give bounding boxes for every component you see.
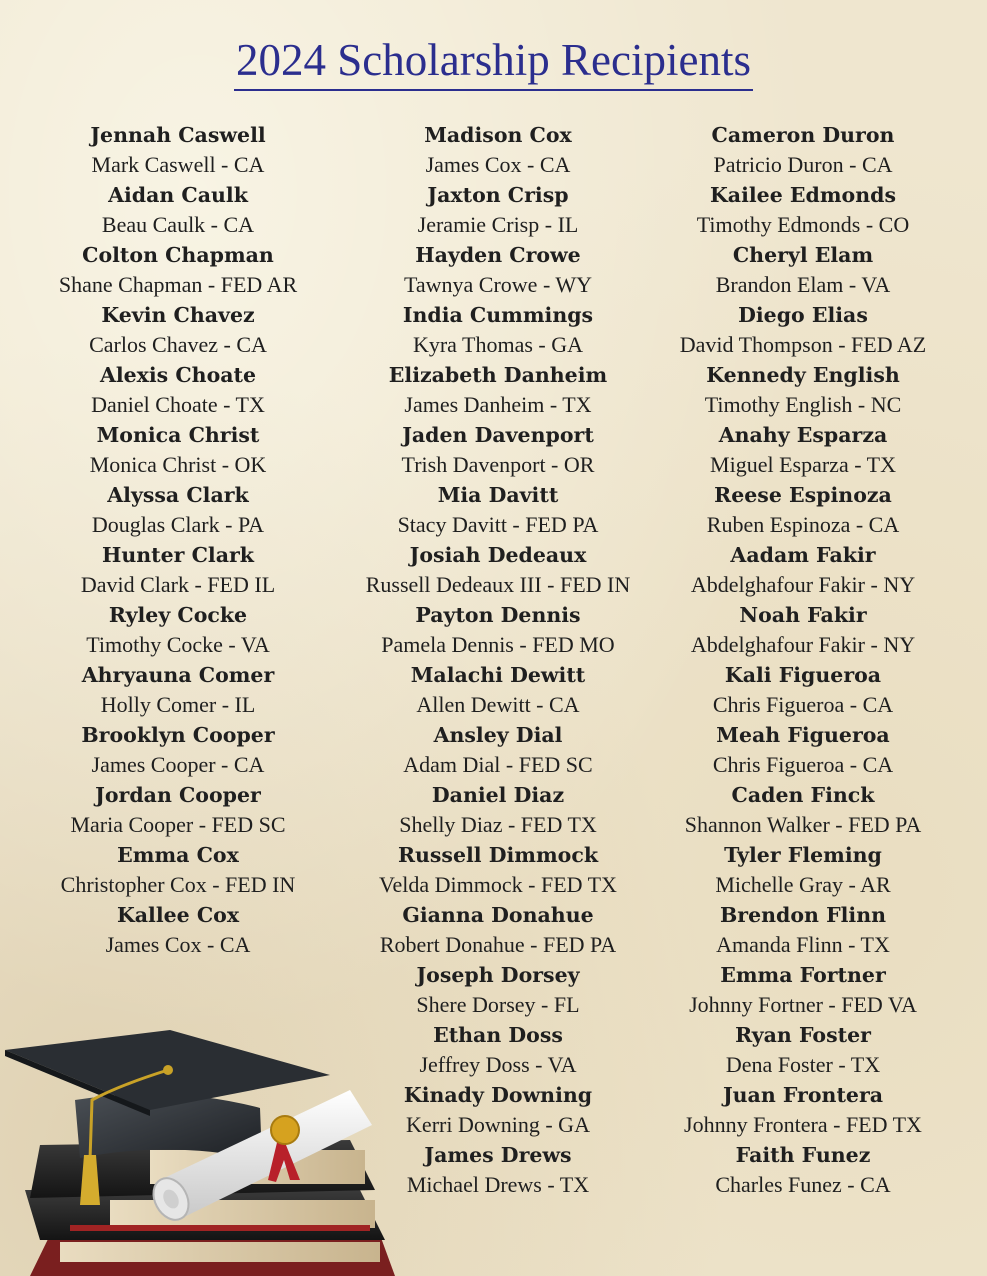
recipient-entry	[648, 840, 958, 900]
recipient-parent: Stacy Davitt - FED PA	[397, 512, 599, 537]
recipient-parent: Charles Funez - CA	[715, 1172, 891, 1197]
recipient-parent: Tawnya Crowe - WY	[403, 272, 593, 297]
recipient-entry	[18, 480, 338, 540]
recipients-column-1	[18, 120, 338, 960]
recipient-entry	[648, 780, 958, 840]
recipient-name: Colton Chapman	[82, 243, 274, 267]
recipient-entry	[338, 480, 658, 540]
page-title-text: 2024 Scholarship Recipients	[234, 35, 753, 91]
recipient-parent: Patricio Duron - CA	[713, 152, 893, 177]
recipient-name: Jaxton Crisp	[427, 183, 569, 207]
recipient-parent: Russell Dedeaux III - FED IN	[365, 572, 631, 597]
recipient-parent: Chris Figueroa - CA	[712, 752, 894, 777]
recipients-column-3	[648, 120, 958, 1200]
recipient-parent: Michelle Gray - AR	[715, 872, 891, 897]
recipient-entry	[18, 120, 338, 180]
recipient-parent: Carlos Chavez - CA	[89, 332, 267, 357]
recipient-entry	[18, 780, 338, 840]
recipient-entry	[338, 180, 658, 240]
recipient-entry	[338, 960, 658, 1020]
recipient-name: Kailee Edmonds	[709, 183, 896, 207]
recipient-name: Ethan Doss	[433, 1023, 563, 1047]
recipient-entry	[338, 240, 658, 300]
recipient-name: Jaden Davenport	[402, 423, 594, 447]
recipient-entry	[338, 900, 658, 960]
recipient-name: Daniel Diaz	[431, 783, 565, 807]
recipient-parent: Pamela Dennis - FED MO	[381, 632, 615, 657]
recipient-name: Ahryauna Comer	[81, 663, 275, 687]
recipient-parent: James Cox - CA	[425, 152, 571, 177]
recipient-name: Ryley Cocke	[108, 603, 248, 627]
recipient-entry	[648, 360, 958, 420]
recipient-name: Aidan Caulk	[108, 183, 248, 207]
recipient-parent: Brandon Elam - VA	[715, 272, 891, 297]
recipient-parent: Shere Dorsey - FL	[416, 992, 580, 1017]
recipient-name: Mia Davitt	[437, 483, 559, 507]
recipient-name: Ansley Dial	[433, 723, 563, 747]
recipient-name: Emma Fortner	[720, 963, 886, 987]
recipient-entry	[338, 360, 658, 420]
recipient-name: Cameron Duron	[711, 123, 895, 147]
recipient-name: Tyler Fleming	[724, 843, 882, 867]
recipient-name: Madison Cox	[424, 123, 572, 147]
recipient-entry	[648, 180, 958, 240]
recipient-parent: Velda Dimmock - FED TX	[379, 872, 617, 897]
recipient-name: Payton Dennis	[415, 603, 581, 627]
recipient-name: Cheryl Elam	[732, 243, 874, 267]
recipient-entry	[338, 660, 658, 720]
recipient-parent: Adam Dial - FED SC	[403, 752, 593, 777]
recipient-entry	[648, 240, 958, 300]
recipient-parent: Dena Foster - TX	[725, 1052, 881, 1077]
recipient-entry	[648, 900, 958, 960]
recipient-entry	[648, 660, 958, 720]
recipient-name: Joseph Dorsey	[416, 963, 580, 987]
recipient-entry	[18, 720, 338, 780]
recipient-parent: Douglas Clark - PA	[91, 512, 265, 537]
recipient-name: Alexis Choate	[99, 363, 257, 387]
recipient-parent: Timothy Cocke - VA	[86, 632, 270, 657]
recipient-entry	[18, 900, 338, 960]
recipient-parent: Trish Davenport - OR	[401, 452, 595, 477]
recipient-entry	[648, 420, 958, 480]
recipient-name: Reese Espinoza	[714, 483, 892, 507]
recipient-name: Faith Funez	[735, 1143, 871, 1167]
recipient-name: Kinady Downing	[403, 1083, 593, 1107]
recipient-entry	[338, 720, 658, 780]
recipient-parent: Ruben Espinoza - CA	[706, 512, 900, 537]
recipient-name: Kennedy English	[706, 363, 900, 387]
recipient-name: Monica Christ	[96, 423, 260, 447]
recipient-name: Josiah Dedeaux	[409, 543, 587, 567]
recipient-entry	[648, 120, 958, 180]
recipient-entry	[18, 600, 338, 660]
recipient-name: Kali Figueroa	[724, 663, 882, 687]
recipient-parent: Timothy Edmonds - CO	[696, 212, 910, 237]
recipient-name: Hunter Clark	[101, 543, 255, 567]
recipient-entry	[648, 300, 958, 360]
recipient-parent: Monica Christ - OK	[89, 452, 267, 477]
recipient-name: Juan Frontera	[722, 1083, 884, 1107]
recipient-name: Elizabeth Danheim	[388, 363, 608, 387]
recipient-entry	[648, 1080, 958, 1140]
recipient-parent: Kyra Thomas - GA	[412, 332, 584, 357]
recipient-parent: Timothy English - NC	[704, 392, 902, 417]
recipient-parent: Abdelghafour Fakir - NY	[690, 572, 916, 597]
recipient-name: Emma Cox	[117, 843, 239, 867]
recipient-parent: Shelly Diaz - FED TX	[399, 812, 597, 837]
recipient-parent: Maria Cooper - FED SC	[70, 812, 286, 837]
recipient-name: Gianna Donahue	[402, 903, 594, 927]
recipient-name: Aadam Fakir	[730, 543, 876, 567]
recipient-parent: Abdelghafour Fakir - NY	[690, 632, 916, 657]
recipient-parent: Jeffrey Doss - VA	[419, 1052, 577, 1077]
recipient-parent: Shannon Walker - FED PA	[684, 812, 922, 837]
recipient-name: Jordan Cooper	[95, 783, 261, 807]
recipient-entry	[648, 960, 958, 1020]
recipient-parent: Mark Caswell - CA	[91, 152, 265, 177]
recipient-name: Ryan Foster	[735, 1023, 871, 1047]
recipient-parent: Johnny Frontera - FED TX	[684, 1112, 922, 1137]
recipient-name: India Cummings	[402, 303, 594, 327]
recipient-parent: Amanda Flinn - TX	[716, 932, 890, 957]
recipient-entry	[18, 180, 338, 240]
recipient-entry	[648, 1140, 958, 1200]
recipient-entry	[338, 120, 658, 180]
recipient-entry	[18, 300, 338, 360]
recipient-entry	[648, 1020, 958, 1080]
recipient-parent: James Cox - CA	[105, 932, 251, 957]
recipient-parent: Holly Comer - IL	[100, 692, 256, 717]
recipient-parent: James Cooper - CA	[91, 752, 265, 777]
recipient-parent: Robert Donahue - FED PA	[379, 932, 617, 957]
recipient-parent: Beau Caulk - CA	[101, 212, 255, 237]
recipient-name: Brooklyn Cooper	[81, 723, 275, 747]
recipient-name: Brendon Flinn	[719, 903, 887, 927]
recipient-name: Diego Elias	[738, 303, 868, 327]
recipient-entry	[338, 540, 658, 600]
recipient-parent: Jeramie Crisp - IL	[417, 212, 579, 237]
recipient-entry	[338, 600, 658, 660]
graduation-cap-books-icon	[0, 1030, 400, 1276]
recipient-name: Caden Finck	[731, 783, 875, 807]
recipient-entry	[18, 660, 338, 720]
recipient-entry	[18, 420, 338, 480]
recipient-entry	[648, 600, 958, 660]
recipient-entry	[338, 780, 658, 840]
recipient-parent: Daniel Choate - TX	[91, 392, 265, 417]
recipient-entry	[648, 480, 958, 540]
recipient-entry	[18, 360, 338, 420]
recipient-entry	[338, 420, 658, 480]
recipient-parent: Allen Dewitt - CA	[416, 692, 580, 717]
recipient-parent: James Danheim - TX	[404, 392, 592, 417]
recipient-parent: Michael Drews - TX	[406, 1172, 590, 1197]
recipient-parent: David Clark - FED IL	[80, 572, 276, 597]
recipient-entry	[338, 300, 658, 360]
recipient-name: Alyssa Clark	[107, 483, 249, 507]
recipient-name: James Drews	[424, 1143, 572, 1167]
recipient-entry	[648, 720, 958, 780]
recipient-parent: Kerri Downing - GA	[406, 1112, 590, 1137]
recipient-name: Malachi Dewitt	[410, 663, 586, 687]
recipient-parent: Miguel Esparza - TX	[710, 452, 896, 477]
recipient-entry	[18, 240, 338, 300]
recipient-name: Jennah Caswell	[90, 123, 266, 147]
recipient-parent: Chris Figueroa - CA	[712, 692, 894, 717]
recipient-name: Russell Dimmock	[397, 843, 599, 867]
recipient-name: Kallee Cox	[116, 903, 240, 927]
recipient-name: Hayden Crowe	[415, 243, 581, 267]
recipient-name: Noah Fakir	[739, 603, 867, 627]
recipient-name: Kevin Chavez	[101, 303, 255, 327]
recipient-entry	[18, 840, 338, 900]
recipient-entry	[648, 540, 958, 600]
recipient-entry	[18, 540, 338, 600]
recipient-name: Meah Figueroa	[716, 723, 890, 747]
recipient-parent: Christopher Cox - FED IN	[60, 872, 296, 897]
page-title	[0, 35, 987, 85]
recipient-parent: David Thompson - FED AZ	[679, 332, 927, 357]
recipient-name: Anahy Esparza	[718, 423, 888, 447]
recipient-parent: Shane Chapman - FED AR	[58, 272, 298, 297]
recipient-entry	[338, 840, 658, 900]
recipient-parent: Johnny Fortner - FED VA	[689, 992, 917, 1017]
